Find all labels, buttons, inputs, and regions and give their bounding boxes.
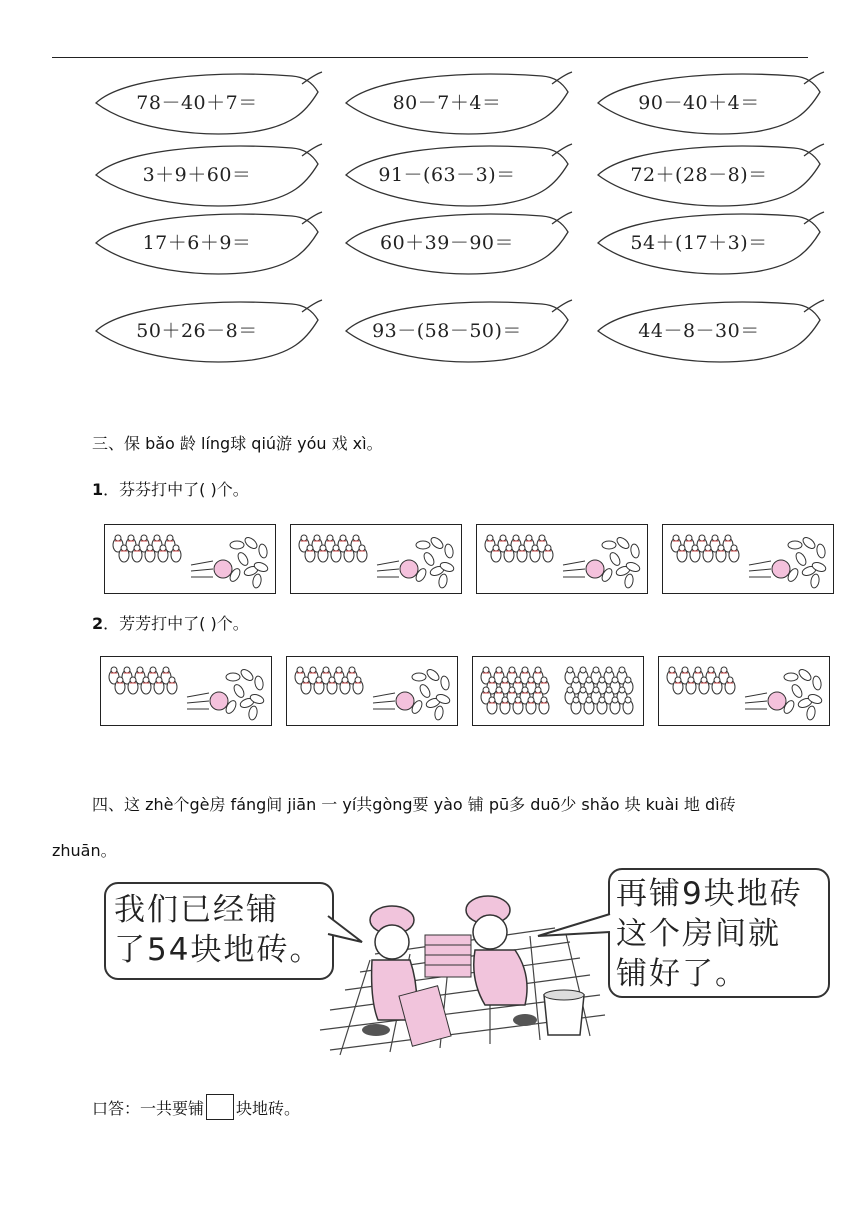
- equation-leaf: [92, 298, 324, 364]
- section4-heading: 四、这 zhè个gè房 fáng间 jiān 一 yí共gòng要 yào 铺 pū多 duō少 shǎo 块 kuài 地 dì砖: [92, 795, 736, 814]
- question-2-text: ．芳芳打中了( )个。: [103, 614, 249, 633]
- speech-bubble-left: [104, 882, 334, 980]
- equation-leaf: [594, 210, 826, 276]
- equation-leaf: [342, 210, 574, 276]
- bubble-right-line-2: 这个房间就: [616, 916, 781, 952]
- bowling-panel: [662, 524, 834, 594]
- bubble-left-line-1: 我们已经铺: [114, 892, 279, 928]
- bubble-left-line-2: 了54块地砖。: [114, 932, 323, 968]
- equation-leaf: [92, 210, 324, 276]
- answer-suffix: 块地砖。: [236, 1099, 301, 1118]
- equation-leaf: [594, 70, 826, 136]
- equation-leaf: [594, 142, 826, 208]
- bowling-panel: [658, 656, 830, 726]
- question-1-number: 1: [92, 480, 104, 499]
- equation-leaf: [342, 70, 574, 136]
- bowling-panel: [286, 656, 458, 726]
- bubble-right-line-1: 再铺9块地砖: [616, 876, 803, 912]
- equation-text: 17＋6＋9＝: [142, 232, 252, 254]
- equation-leaf: [342, 298, 574, 364]
- equation-text: 80－7＋4＝: [392, 92, 502, 114]
- bowling-panel: [100, 656, 272, 726]
- equation-leaf: [594, 298, 826, 364]
- equation-text: 78－40＋7＝: [136, 92, 258, 114]
- answer-prefix: 口答：一共要铺: [92, 1099, 205, 1118]
- answer-line: [92, 1094, 300, 1120]
- equation-text: 50＋26－8＝: [136, 320, 258, 342]
- equation-text: 44－8－30＝: [638, 320, 760, 342]
- question-2-number: 2: [92, 614, 104, 633]
- question-1: [92, 479, 249, 501]
- equation-text: 93－(58－50)＝: [372, 320, 522, 342]
- bowling-panel: [472, 656, 644, 726]
- question-1-text: ．芬芬打中了( )个。: [103, 480, 249, 499]
- bowling-panel: [290, 524, 462, 594]
- section3-heading: 三、保 bǎo 龄 líng球 qiú游 yóu 戏 xì。: [92, 434, 383, 453]
- bubble-left-tail: [326, 912, 366, 948]
- header-rule: [52, 57, 808, 58]
- equation-leaf: [342, 142, 574, 208]
- speech-bubble-right: [608, 868, 830, 998]
- section4-heading-cont: zhuān。: [52, 841, 117, 860]
- bowling-panel: [476, 524, 648, 594]
- bubble-right-line-3: 铺好了。: [616, 956, 748, 992]
- bowling-panel: [104, 524, 276, 594]
- equation-leaf: [92, 70, 324, 136]
- tiling-illustration: [300, 880, 620, 1060]
- equation-text: 90－40＋4＝: [638, 92, 760, 114]
- equation-leaf: [92, 142, 324, 208]
- question-2: [92, 613, 249, 635]
- equation-text: 54＋(17＋3)＝: [630, 232, 768, 254]
- answer-box[interactable]: [206, 1094, 234, 1120]
- equation-text: 72＋(28－8)＝: [630, 164, 768, 186]
- equation-text: 3＋9＋60＝: [142, 164, 252, 186]
- bubble-right-tail: [536, 908, 612, 944]
- equation-text: 91－(63－3)＝: [378, 164, 516, 186]
- equation-text: 60＋39－90＝: [379, 232, 515, 254]
